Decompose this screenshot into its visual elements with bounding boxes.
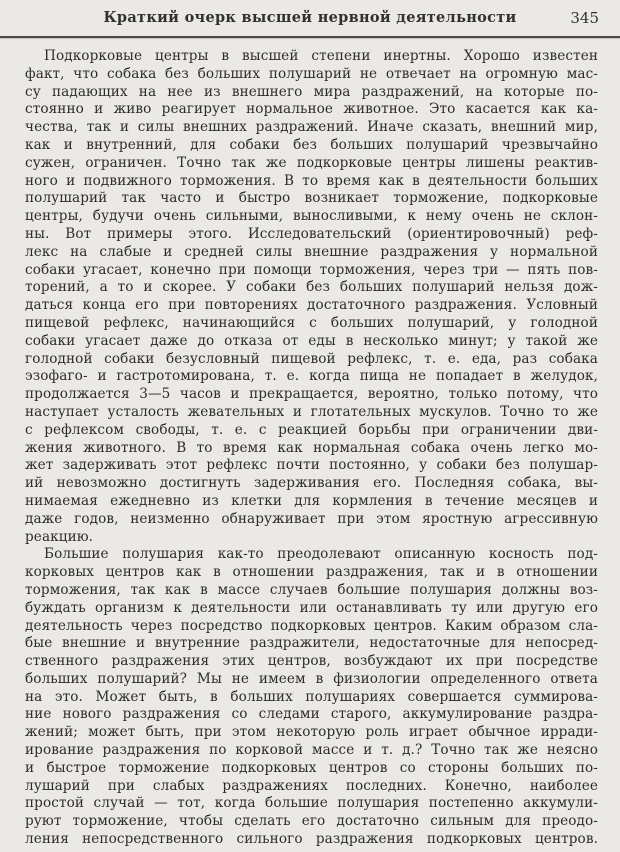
text-line: даже годов, неизменно обнаруживает при этом яростную агрессивную [25, 510, 598, 527]
text-line: реакцию. [25, 528, 94, 545]
text-line: ственного раздражения этих центров, возбуждают их при посредстве [25, 653, 598, 670]
text-line: лушарий при слабых раздражениях последних. Конечно, наиболее [25, 777, 598, 794]
page-number: 345 [570, 9, 599, 27]
paragraph [25, 48, 598, 546]
paragraph [25, 546, 598, 849]
text-line: с рефлексом свободы, т. е. с реакцией борьбы при ограничении дви- [25, 421, 598, 438]
text-line: жения животного. В то время как нормальная собака очень легко мо- [25, 439, 598, 456]
text-line: руют торможение, чтобы сделать его достаточно сильным для преодо- [25, 813, 598, 830]
text-line: как и внутренний, для собаки без больших полушарий чрезвычайно [25, 136, 598, 153]
text-line: собаки угасает, конечно при помощи торможения, через три — пять пов- [25, 261, 598, 278]
text-line: сужен, ограничен. Точно так же подкорковые центры лишены реактив- [25, 154, 598, 171]
text-line: жений; может быть, при этом некоторую роль играет обычное ирради- [25, 724, 598, 741]
running-head [0, 0, 620, 31]
text-line: ий невозможно достигнуть задерживания его. Последняя собака, вы- [25, 475, 598, 492]
text-line: буждать организм к деятельности или останавливать ту или другую его [25, 599, 598, 616]
text-line: чества, так и силы внешних раздражений. Иначе сказать, внешний мир, [25, 119, 598, 136]
text-line: ления непосредственного сильного раздражения подкорковых центров. [25, 831, 598, 848]
text-line: бые внешние и внутренние раздражители, недостаточные для непосред- [25, 635, 598, 652]
text-line: факт, что собака без больших полушарий не отвечает на огромную мас- [25, 65, 598, 82]
text-line: ирование раздражения по корковой массе и т. д.? Точно так же неясно [25, 742, 598, 759]
text-line: и быстрое торможение подкорковых центров со стороны больших по- [25, 759, 598, 776]
text-line: больших полушарий? Мы не имеем в физиологии определенного ответа [25, 670, 598, 687]
text-line: жет задерживать этот рефлекс почти постоянно, у собаки без полушар- [25, 457, 598, 474]
text-line: простой случай — тот, когда большие полушария постепенно аккумули- [25, 795, 598, 812]
text-line: голодной собаки безусловный пищевой рефлекс, т. е. еда, раз собака [25, 350, 598, 367]
text-line: собаки угасает даже до отказа от еды в несколько минут; у такой же [25, 332, 598, 349]
text-line: ние нового раздражения со следами старого, аккумулирование раздра- [25, 706, 598, 723]
text-line: корковых центров как в отношении раздражения, так и в отношении [25, 564, 598, 581]
running-head-title: Краткий очерк высшей нервной деятельности [103, 9, 517, 26]
text-line: пищевой рефлекс, начинающийся с больших полушарий, у голодной [25, 314, 598, 331]
text-line: полушарий так часто и быстро возникает торможение, подкорковые [25, 190, 598, 207]
text-line: ного и подвижного торможения. В то время как в деятельности больших [25, 172, 598, 189]
text-line: лекс на слабые и средней силы внешние раздражения у нормальной [25, 243, 598, 260]
text-line: на это. Может быть, в больших полушариях совершается суммирова- [25, 688, 598, 705]
text-line: Подкорковые центры в высшей степени инертны. Хорошо известен [44, 48, 598, 64]
text-line: торможения, так как в массе случаев большие полушария должны воз- [25, 581, 598, 598]
body-text [0, 38, 620, 849]
text-line: Большие полушария как-то преодолевают описанную косность под- [44, 546, 598, 563]
text-line: центры, будучи очень сильными, выносливыми, к нему очень не склон- [25, 208, 598, 225]
text-line: наступает усталость жевательных и глотательных мускулов. Точно то же [25, 403, 598, 420]
text-line: стоянно и живо реагирует нормальное животное. Это касается как ка- [25, 101, 598, 118]
text-line: продолжается 3—5 часов и прекращается, вероятно, только потому, что [25, 386, 598, 403]
text-line: ны. Вот примеры этого. Исследовательский (ориентировочный) реф- [25, 225, 598, 242]
text-line: эзофаго- и гастротомирована, т. е. когда пища не попадает в желудок, [25, 368, 598, 385]
text-line: даться конца его при повторениях достаточного раздражения. Условный [25, 297, 598, 314]
text-line: деятельность через посредство подкорковых центров. Каким образом сла- [25, 617, 598, 634]
text-line: торений, а то и скорее. У собаки без больших полушарий нельзя дож- [25, 279, 598, 296]
text-line: нимаемая ежедневно из клетки для кормления в течение месяцев и [25, 492, 598, 509]
text-line: су падающих на нее из внешнего мира раздражений, на которые по- [25, 83, 598, 100]
